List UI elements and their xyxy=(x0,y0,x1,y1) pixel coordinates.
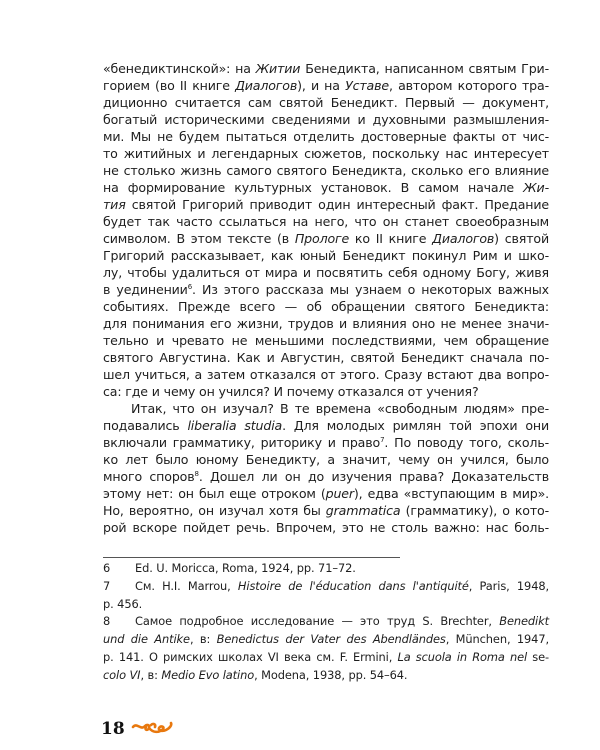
text-run: . Для молодых римлян той эпохи они xyxy=(282,418,549,433)
text-run: са: где и чему он учился? И почему отказался от учения? xyxy=(103,384,479,399)
main-text xyxy=(103,60,549,536)
text-run: ), и на xyxy=(297,78,346,93)
text-run: , Modena, 1938, pp. 54–64. xyxy=(254,667,408,682)
text-run: , в: xyxy=(189,632,217,647)
text-line xyxy=(103,94,549,111)
footnote-ref: 6 xyxy=(187,283,193,291)
text-run: p. 141. О римских школах VI века см. F. Ermini, xyxy=(103,649,398,664)
text-run: подавались xyxy=(103,418,188,433)
text-run: Ed. U. Moricca, Roma, 1924, pp. 71–72. xyxy=(135,561,356,575)
text-line xyxy=(103,519,549,536)
text-run: богатый историческими сведениями и духовными размышления- xyxy=(103,112,549,127)
text-line xyxy=(103,298,549,315)
text-run: ко II книге xyxy=(349,231,433,246)
text-run: рой вскоре пойдет речь. Впрочем, это не столь важно: нас боль- xyxy=(103,520,549,535)
text-run: . Дошел ли он до изучения права? Доказательств xyxy=(198,469,549,484)
text-line xyxy=(103,213,549,230)
italic-text: Диалогов xyxy=(235,78,298,93)
italic-text: Medio Evo latino xyxy=(161,667,255,682)
text-run: включали грамматику, риторику и право xyxy=(103,435,381,450)
text-run: p. 456. xyxy=(103,596,143,611)
text-run: . Из этого рассказа мы узнаем о некоторых важных xyxy=(192,282,549,297)
footnote-line xyxy=(103,667,549,685)
text-line xyxy=(103,417,549,434)
footnote-line xyxy=(103,649,549,667)
text-run: Но, вероятно, он изучал хотя бы xyxy=(103,503,326,518)
text-line xyxy=(103,366,549,383)
text-run: этому нет: он был еще отроком ( xyxy=(103,486,326,501)
text-run: . По поводу того, сколь- xyxy=(384,435,549,450)
text-run: , в: xyxy=(140,667,162,682)
flourish-ornament-icon xyxy=(131,721,175,737)
italic-text: Житии xyxy=(255,61,301,76)
text-run: то житийных и легендарных сюжетов, поскольку нас интересует xyxy=(103,146,549,161)
text-run: лу, чтобы удалиться от мира и посвятить себя одному Богу, живя xyxy=(103,265,549,280)
page-number: 18 xyxy=(101,719,125,739)
italic-text: тия xyxy=(103,197,126,212)
footnote-divider xyxy=(103,557,400,558)
footnote-number: 8 xyxy=(103,614,111,629)
text-line xyxy=(103,111,549,128)
footnote-number: 7 xyxy=(103,578,111,593)
italic-text: puer xyxy=(325,486,354,501)
text-run: шел учиться, а затем отказался от этого. Сразу встают два вопро- xyxy=(103,367,549,382)
text-line xyxy=(103,162,549,179)
text-run: событиях. Прежде всего — об обращении святого Бенедикта: xyxy=(103,299,549,314)
text-run: горием (во II книге xyxy=(103,78,236,93)
text-run: святого Августина. Как и Августин, святой Бенедикт сначала по- xyxy=(103,350,549,365)
italic-text: grammatica xyxy=(325,503,401,518)
text-line xyxy=(103,485,549,502)
text-line xyxy=(103,179,549,196)
footnote-line xyxy=(103,578,549,596)
text-run: символом. В этом тексте (в xyxy=(103,231,295,246)
footnote-line xyxy=(103,613,549,631)
footnote-line xyxy=(103,596,549,614)
text-line xyxy=(103,128,549,145)
text-run: Самое подробное исследование — это труд S. Brechter, xyxy=(135,614,500,629)
text-run: , Paris, 1948, xyxy=(468,578,550,593)
text-line xyxy=(103,502,549,519)
italic-text: und die Antike xyxy=(103,632,190,647)
text-line xyxy=(103,145,549,162)
text-run: будет так часто ссылаться на него, что он станет своеобразным xyxy=(103,214,549,229)
text-line xyxy=(103,264,549,281)
footnotes xyxy=(103,560,549,685)
text-line xyxy=(103,230,549,247)
text-run: ) святой xyxy=(494,231,549,246)
text-run: много споров xyxy=(103,469,195,484)
text-run: ко лет было юному Бенедикту, а значит, чему он учился, было xyxy=(103,452,549,467)
text-run: для понимания его жизни, трудов и влияния оно не менее значи- xyxy=(103,316,549,331)
text-run: , München, 1947, xyxy=(445,632,549,647)
text-line xyxy=(103,281,549,298)
footnote-ref: 8 xyxy=(194,470,199,478)
text-run: ), едва «вступающим в мир». xyxy=(353,486,549,501)
text-line xyxy=(103,60,549,77)
text-line xyxy=(103,434,549,451)
text-run: (грамматику), о кото- xyxy=(400,503,549,518)
text-run: диционно считается сам святой Бенедикт. Первый — документ, xyxy=(103,95,549,110)
footnote-line xyxy=(103,560,549,578)
footnote-number: 6 xyxy=(103,561,111,575)
text-run: Григорий рассказывает, как юный Бенедикт покинул Рим и шко- xyxy=(103,248,549,263)
italic-text: Уставе xyxy=(345,78,389,93)
text-run: святой Григорий приводит один интересный факт. Предание xyxy=(125,197,549,212)
text-line xyxy=(103,468,549,485)
text-line xyxy=(103,77,549,94)
footnote-line xyxy=(103,631,549,649)
italic-text: Histoire de l'éducation dans l'antiquité xyxy=(237,578,469,593)
page-footer xyxy=(101,719,175,739)
italic-text: liberalia studia xyxy=(187,418,283,433)
text-run: , автором которого тра- xyxy=(389,78,549,93)
italic-text: colo VI xyxy=(103,667,141,682)
text-line xyxy=(103,196,549,213)
text-run: См. H.I. Marrou, xyxy=(135,578,238,593)
text-line xyxy=(103,332,549,349)
text-line xyxy=(103,400,549,417)
text-run: тельно и чревато не меньшими последствиями, чем обращение xyxy=(103,333,549,348)
text-run: в уединении xyxy=(103,282,188,297)
text-line xyxy=(103,315,549,332)
text-line xyxy=(103,247,549,264)
italic-text: Прологе xyxy=(294,231,350,246)
text-run: на формирование культурных установок. В самом начале xyxy=(103,180,524,195)
text-line xyxy=(103,349,549,366)
text-run: Итак, что он изучал? В те времена «свободным людям» пре- xyxy=(131,401,549,416)
text-run: ми. Мы не будем пытаться отделить достоверные факты от чис- xyxy=(103,129,549,144)
text-run: «бенедиктинской»: на xyxy=(103,61,256,76)
text-run: Бенедикта, написанном святым Гри- xyxy=(300,61,549,76)
italic-text: Benedikt xyxy=(499,614,549,629)
text-line xyxy=(103,383,549,400)
italic-text: Жи- xyxy=(523,180,549,195)
text-run: не столько жизнь самого святого Бенедикта, сколько его влияние xyxy=(103,163,549,178)
italic-text: Benedictus der Vater des Abendländes xyxy=(216,632,446,647)
text-line xyxy=(103,451,549,468)
italic-text: Диалогов xyxy=(432,231,495,246)
italic-text: La scuola in Roma nel xyxy=(397,649,528,664)
text-run: se- xyxy=(527,649,549,664)
footnote-ref: 7 xyxy=(380,436,385,444)
